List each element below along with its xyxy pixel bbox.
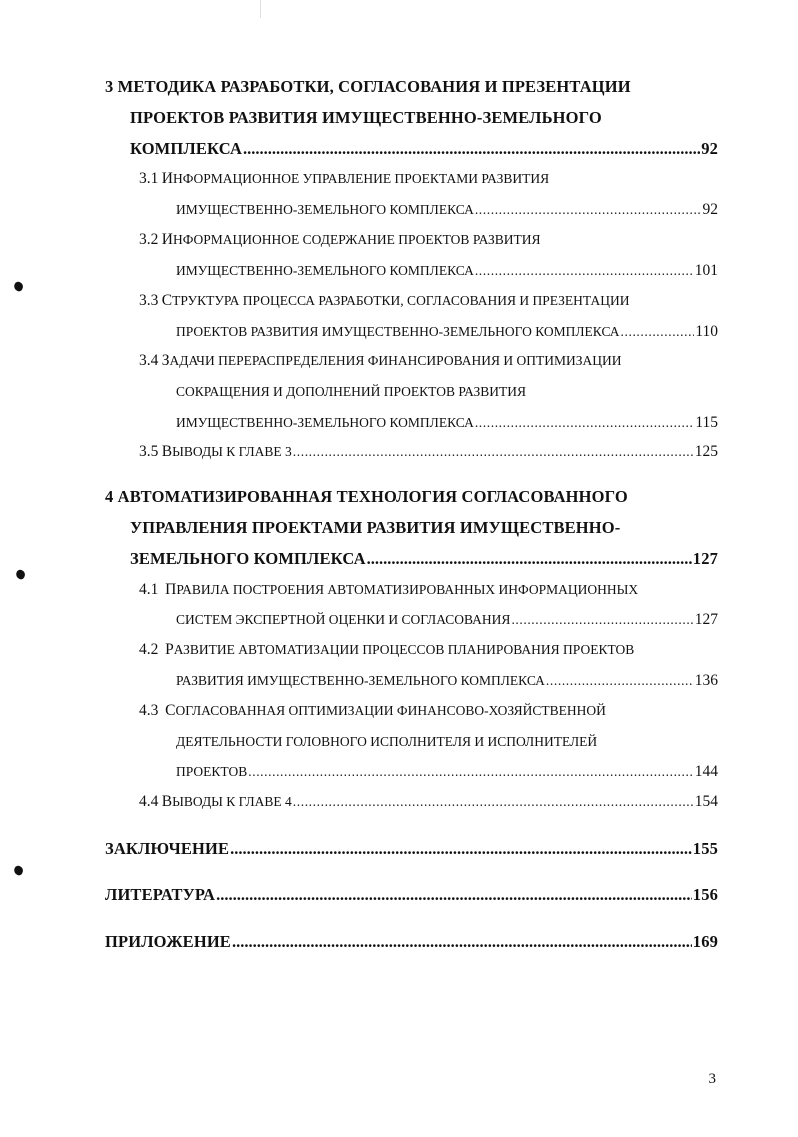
leader-dots (475, 196, 702, 224)
scan-speck (15, 569, 27, 581)
toc-entry-title: ЛИТЕРАТУРА (105, 885, 216, 904)
toc-page-number: 92 (701, 139, 718, 158)
toc-page-number: 144 (694, 763, 718, 780)
leader-dots (475, 257, 694, 285)
leader-dots (621, 318, 695, 346)
section-number: 4.2 (139, 641, 159, 658)
section-initial: В (161, 443, 173, 460)
toc-entry-title: ЗАКЛЮЧЕНИЕ (105, 839, 230, 858)
toc-page-number: 110 (695, 323, 718, 340)
scan-artifact (260, 0, 261, 18)
section-title: АЗВИТИЕ АВТОМАТИЗАЦИИ ПРОЦЕССОВ ПЛАНИРОВАНИЯ ПРОЕКТОВ (173, 642, 635, 657)
toc-section-4-3-line-1 (139, 697, 606, 725)
toc-page-number: 92 (702, 201, 718, 218)
toc-chapter-3-line-2: ПРОЕКТОВ РАЗВИТИЯ ИМУЩЕСТВЕННО-ЗЕМЕЛЬНОГО (130, 108, 602, 127)
section-number: 4.1 (139, 581, 159, 598)
leader-dots (293, 788, 694, 816)
section-initial: С (165, 702, 176, 719)
section-number: 4.3 (139, 702, 159, 719)
toc-section-3-3-line-2[interactable] (176, 318, 718, 346)
section-initial: В (161, 793, 173, 810)
toc-entry-title: ПРОЕКТОВ РАЗВИТИЯ ИМУЩЕСТВЕННО-ЗЕМЕЛЬНОГО КОМПЛЕКСА (176, 324, 620, 339)
toc-chapter-4-line-1: 4 АВТОМАТИЗИРОВАННАЯ ТЕХНОЛОГИЯ СОГЛАСОВАННОГО (105, 487, 628, 506)
toc-page-number: 169 (692, 932, 718, 951)
section-title: НФОРМАЦИОННОЕ СОДЕРЖАНИЕ ПРОЕКТОВ РАЗВИТИЯ (172, 232, 541, 247)
leader-dots (248, 758, 694, 786)
toc-section-4-1-line-2[interactable] (176, 606, 718, 634)
section-title: ТРУКТУРА ПРОЦЕССА РАЗРАБОТКИ, СОГЛАСОВАНИЯ И ПРЕЗЕНТАЦИИ (172, 293, 630, 308)
section-initial: С (161, 292, 173, 309)
toc-section-3-1-line-2[interactable] (176, 196, 718, 224)
section-initial: Р (165, 641, 174, 658)
toc-page-number: 115 (695, 414, 718, 431)
leader-dots (243, 135, 700, 163)
page-number: 3 (708, 1071, 716, 1087)
toc-section-4-3-line-3[interactable] (176, 758, 718, 786)
leader-dots (511, 606, 693, 634)
toc-entry-title: ЗЕМЕЛЬНОГО КОМПЛЕКСА (130, 549, 366, 568)
toc-section-3-4-line-2: СОКРАЩЕНИЯ И ДОПОЛНЕНИЙ ПРОЕКТОВ РАЗВИТИЯ (176, 384, 527, 399)
toc-page-number: 127 (694, 611, 718, 628)
section-number: 3.5 (139, 443, 159, 460)
leader-dots (293, 438, 694, 466)
toc-section-3-4-line-1 (139, 347, 622, 375)
toc-entry-title: ИМУЩЕСТВЕННО-ЗЕМЕЛЬНОГО КОМПЛЕКСА (176, 202, 474, 217)
toc-section-3-1-line-1 (139, 165, 549, 193)
section-initial: И (161, 231, 173, 248)
toc-section-3-5[interactable] (139, 438, 718, 466)
leader-dots (546, 667, 694, 695)
toc-section-3-2-line-2[interactable] (176, 257, 718, 285)
toc-entry-title: РАЗВИТИЯ ИМУЩЕСТВЕННО-ЗЕМЕЛЬНОГО КОМПЛЕКСА (176, 673, 545, 688)
toc-entry-title: ИМУЩЕСТВЕННО-ЗЕМЕЛЬНОГО КОМПЛЕКСА (176, 263, 474, 278)
toc-chapter-3-line-1: 3 МЕТОДИКА РАЗРАБОТКИ, СОГЛАСОВАНИЯ И ПРЕЗЕНТАЦИИ (105, 77, 631, 96)
section-title: НФОРМАЦИОННОЕ УПРАВЛЕНИЕ ПРОЕКТАМИ РАЗВИТИЯ (172, 171, 550, 186)
toc-page-number: 156 (692, 885, 718, 904)
toc-entry-title: ЫВОДЫ К ГЛАВЕ 4 (172, 794, 292, 809)
toc-entry-title: ПРОЕКТОВ (176, 764, 248, 779)
toc-section-4-4[interactable] (139, 788, 718, 816)
toc-page-number: 154 (694, 793, 718, 810)
scan-speck (13, 281, 25, 293)
toc-chapter-4-line-3[interactable] (130, 545, 718, 573)
toc-chapter-3-line-3[interactable] (130, 135, 718, 163)
toc-section-4-2-line-2[interactable] (176, 667, 718, 695)
section-number: 3.4 (139, 352, 159, 369)
toc-section-4-3-line-2: ДЕЯТЕЛЬНОСТИ ГОЛОВНОГО ИСПОЛНИТЕЛЯ И ИСПОЛНИТЕЛЕЙ (176, 734, 598, 749)
section-initial: П (165, 581, 177, 598)
toc-entry-title: СИСТЕМ ЭКСПЕРТНОЙ ОЦЕНКИ И СОГЛАСОВАНИЯ (176, 612, 511, 627)
toc-section-3-4-line-3[interactable] (176, 409, 718, 437)
toc-appendix[interactable] (105, 928, 718, 956)
toc-literature[interactable] (105, 881, 718, 909)
toc-entry-title: ИМУЩЕСТВЕННО-ЗЕМЕЛЬНОГО КОМПЛЕКСА (176, 415, 474, 430)
section-number: 3.1 (139, 170, 159, 187)
section-number: 3.3 (139, 292, 159, 309)
section-title: РАВИЛА ПОСТРОЕНИЯ АВТОМАТИЗИРОВАННЫХ ИНФОРМАЦИОННЫХ (176, 582, 639, 597)
toc-entry-title: ПРИЛОЖЕНИЕ (105, 932, 231, 951)
toc-conclusion[interactable] (105, 835, 718, 863)
toc-page-number: 136 (694, 672, 718, 689)
toc-section-4-1-line-1 (139, 576, 638, 604)
section-title: ОГЛАСОВАННАЯ ОПТИМИЗАЦИИ ФИНАНСОВО-ХОЗЯЙСТВЕННОЙ (175, 703, 606, 718)
section-number: 4.4 (139, 793, 159, 810)
toc-page-number: 155 (692, 839, 718, 858)
toc-section-3-3-line-1 (139, 287, 630, 315)
section-initial: И (161, 170, 173, 187)
section-title: АДАЧИ ПЕРЕРАСПРЕДЕЛЕНИЯ ФИНАНСИРОВАНИЯ И ОПТИМИЗАЦИИ (169, 353, 622, 368)
section-number: 3.2 (139, 231, 159, 248)
toc-chapter-4-line-2: УПРАВЛЕНИЯ ПРОЕКТАМИ РАЗВИТИЯ ИМУЩЕСТВЕННО- (130, 518, 621, 537)
toc-entry-title: ЫВОДЫ К ГЛАВЕ 3 (172, 444, 292, 459)
leader-dots (216, 881, 692, 909)
toc-section-3-2-line-1 (139, 226, 541, 254)
scan-speck (13, 865, 25, 877)
toc-page-number: 127 (692, 549, 718, 568)
toc-entry-title: КОМПЛЕКСА (130, 139, 243, 158)
leader-dots (475, 409, 694, 437)
leader-dots (367, 545, 692, 573)
toc-page-number: 125 (694, 443, 718, 460)
leader-dots (230, 835, 692, 863)
leader-dots (232, 928, 692, 956)
section-initial: З (161, 352, 170, 369)
toc-page-number: 101 (694, 262, 718, 279)
toc-section-4-2-line-1 (139, 636, 634, 664)
